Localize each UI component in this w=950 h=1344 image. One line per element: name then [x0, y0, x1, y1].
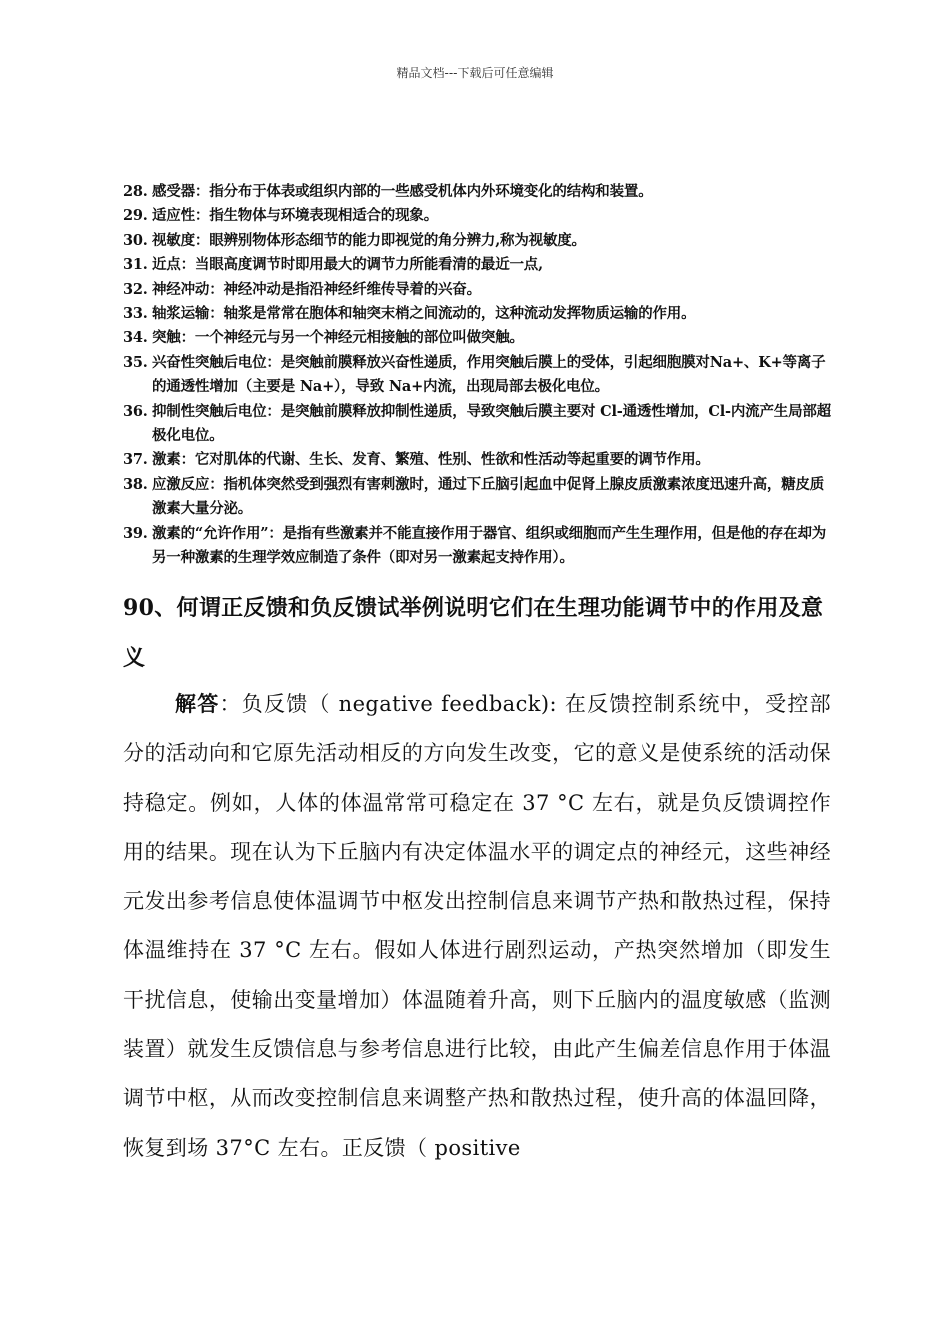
- term-definition: 抑制性突触后电位：是突触前膜释放抑制性递质，导致突触后膜主要对 Cl-通透性增加，Cl-内流产生局部超极化电位。: [152, 402, 831, 445]
- term-item-38: [123, 473, 838, 522]
- term-number: 39.: [123, 524, 148, 542]
- term-definition: 神经冲动：神经冲动是指沿神经纤维传导着的兴奋。: [152, 280, 481, 298]
- term-item-34: [123, 326, 838, 350]
- term-definition: 兴奋性突触后电位：是突触前膜释放兴奋性递质，作用突触后膜上的受体，引起细胞膜对Na+、K+等离子的通透性增加（主要是 Na+），导致 Na+内流，出现局部去极化电位。: [152, 353, 826, 396]
- term-number: 29.: [123, 207, 148, 225]
- term-number: 32.: [123, 280, 148, 298]
- term-item-35: [123, 351, 838, 400]
- term-definition: 轴浆运输：轴浆是常常在胞体和轴突末梢之间流动的，这种流动发挥物质运输的作用。: [152, 305, 696, 323]
- term-item-28: [123, 180, 838, 204]
- term-item-36: [123, 400, 838, 449]
- term-number: 31.: [123, 256, 148, 274]
- term-item-33: [123, 302, 838, 326]
- term-item-39: [123, 522, 838, 571]
- term-definition: 激素的“允许作用”：是指有些激素并不能直接作用于器官、组织或细胞而产生生理作用，但是他的存在却为另一种激素的生理学效应制造了条件（即对另一激素起支持作用）。: [152, 524, 827, 567]
- term-definition: 视敏度：眼辨别物体形态细节的能力即视觉的角分辨力,称为视敏度。: [152, 231, 586, 249]
- term-number: 30.: [123, 231, 148, 249]
- term-number: 28.: [123, 183, 148, 200]
- term-number: 35.: [123, 353, 148, 371]
- term-number: 37.: [123, 451, 148, 469]
- term-number: 33.: [123, 305, 148, 323]
- term-item-37: [123, 448, 838, 472]
- page-header: 精品文档---下载后可任意编辑: [396, 66, 554, 80]
- term-item-30: [123, 229, 838, 253]
- term-number: 34.: [123, 329, 148, 347]
- term-number: 36.: [123, 402, 148, 420]
- answer-text: ：负反馈（ negative feedback): 在反馈控制系统中，受控部分的活动向和它原先活动相反的方向发生改变，它的意义是使系统的活动保持稳定。例如，人体的体温常常可稳定在 37 °C 左右，就是负反馈调控作用的结果。现在认为下丘脑内有决定体温水平的调定点的神经元，这些神经元发出参考信息使体温调节中枢发出控制信息来调节产热和散热过程，保持体温维持在 37 °C 左右。假如人体进行剧烈运动，产热突然增加（即发生干扰信息，使输出变量增加）体温随着升高，则下丘脑内的温度敏感（监测装置）就发生反馈信息与参考信息进行比较，由此产生偏差信息作用于体温调节中枢，从而改变控制信息来调整产热和散热过程，使升高的体温回降，恢复到场 37°C 左右。正反馈（ positive: [123, 692, 831, 1160]
- term-definition: 近点：当眼高度调节时即用最大的调节力所能看清的最近一点,: [152, 256, 543, 274]
- term-item-32: [123, 278, 838, 302]
- term-definition: 应激反应：指机体突然受到强烈有害刺激时，通过下丘脑引起血中促肾上腺皮质激素浓度迅速升高，糖皮质激素大量分泌。: [152, 475, 825, 518]
- term-item-31: [123, 253, 838, 277]
- term-definition: 适应性：指生物体与环境表现相适合的现象。: [152, 207, 438, 225]
- term-definition: 激素：它对肌体的代谢、生长、发育、繁殖、性别、性欲和性活动等起重要的调节作用。: [152, 451, 710, 469]
- term-item-29: [123, 204, 838, 228]
- answer-paragraph: [123, 679, 831, 1173]
- question-heading: 90、何谓正反馈和负反馈试举例说明它们在生理功能调节中的作用及意义: [123, 595, 824, 671]
- term-definition-list: [123, 180, 838, 571]
- answer-label: 解答: [175, 691, 220, 716]
- term-definition: 感受器：指分布于体表或组织内部的一些感受机体内外环境变化的结构和装置。: [152, 183, 653, 200]
- term-definition: 突触：一个神经元与另一个神经元相接触的部位叫做突触。: [152, 329, 524, 347]
- term-number: 38.: [123, 475, 148, 493]
